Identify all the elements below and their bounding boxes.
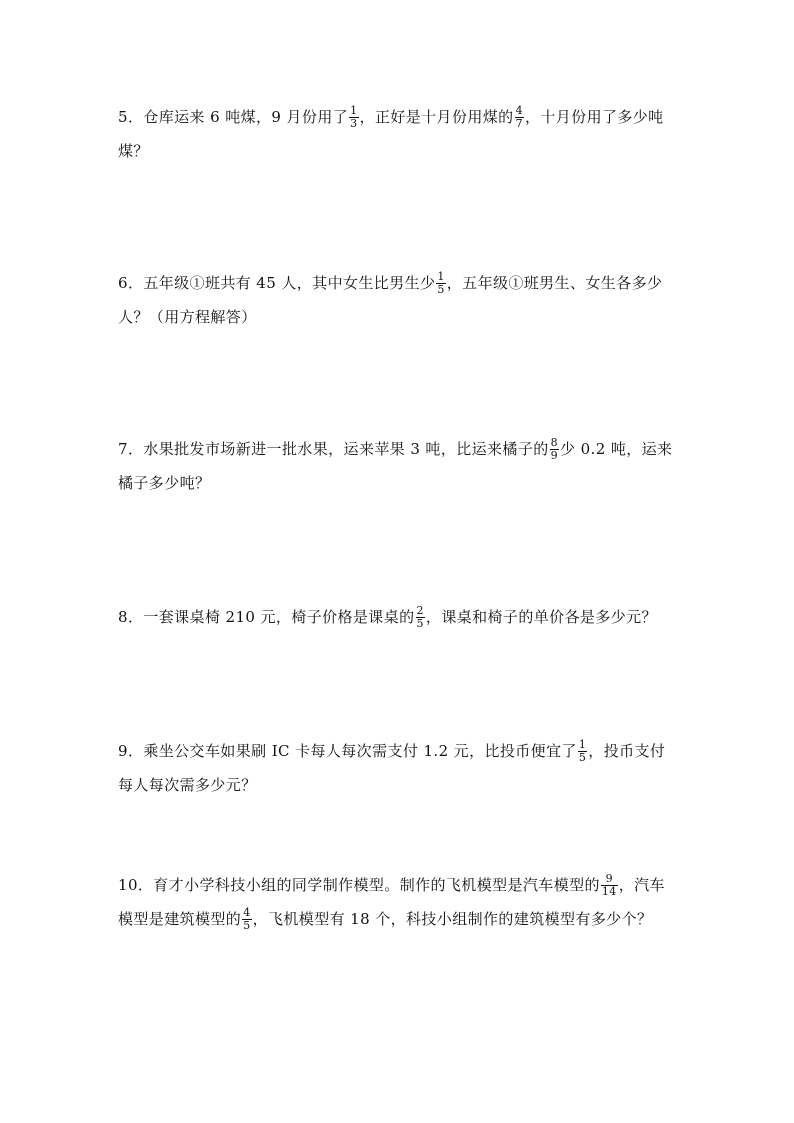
fraction <box>515 105 524 130</box>
problem-text: 9．乘坐公交车如果刷 IC 卡每人每次需支付 1.2 元，比投币便宜了 <box>118 742 577 760</box>
fraction <box>416 605 425 630</box>
fraction-numerator: 2 <box>416 603 424 617</box>
problem-7 <box>118 432 678 500</box>
fraction-denominator: 5 <box>243 918 251 932</box>
problem-9 <box>118 734 678 802</box>
problem-text: 7．水果批发市场新进一批水果，运来苹果 3 吨，比运来橘子的 <box>118 440 549 458</box>
fraction-denominator: 3 <box>350 116 358 130</box>
fraction-numerator: 1 <box>350 103 358 117</box>
problem-text: ，汽车模型是建筑模型的 <box>118 876 665 928</box>
fraction-denominator: 14 <box>601 884 617 898</box>
fraction-numerator: 9 <box>601 873 618 886</box>
fraction-denominator: 5 <box>437 282 445 296</box>
problem-text: ，正好是十月份用煤的 <box>359 108 514 126</box>
problem-text: ，投币支付每人每次需多少元？ <box>118 742 666 794</box>
problem-8 <box>118 600 678 634</box>
fraction <box>436 271 445 296</box>
problem-text: ，五年级①班男生、女生各多少人？（用方程解答） <box>118 274 663 326</box>
fraction <box>601 873 618 898</box>
problem-text: 6．五年级①班共有 45 人，其中女生比男生少 <box>118 274 436 292</box>
problem-10 <box>118 868 678 936</box>
problem-5 <box>118 100 678 168</box>
fraction-numerator: 8 <box>550 435 559 449</box>
problem-text: 少 0.2 吨，运来橘子多少吨？ <box>118 440 673 492</box>
problem-text: 5．仓库运来 6 吨煤，9 月份用了 <box>118 108 349 126</box>
fraction-numerator: 4 <box>243 905 251 919</box>
fraction <box>349 105 358 130</box>
problem-text: 8．一套课桌椅 210 元，椅子价格是课桌的 <box>118 608 415 626</box>
fraction <box>242 907 251 932</box>
problem-text: ，课桌和椅子的单价各是多少元？ <box>425 608 657 626</box>
problem-text: ，飞机模型有 18 个，科技小组制作的建筑模型有多少个？ <box>252 910 653 928</box>
problem-text: ，十月份用了多少吨煤？ <box>118 108 664 160</box>
fraction-numerator: 1 <box>578 737 587 751</box>
fraction <box>578 739 587 764</box>
fraction-numerator: 1 <box>437 269 445 283</box>
fraction-denominator: 5 <box>578 750 587 764</box>
problem-6 <box>118 266 678 334</box>
fraction-numerator: 4 <box>515 103 523 117</box>
problem-text: 10．育才小学科技小组的同学制作模型。制作的飞机模型是汽车模型的 <box>118 876 600 894</box>
fraction <box>550 437 559 462</box>
fraction-denominator: 5 <box>416 616 424 630</box>
fraction-denominator: 9 <box>550 448 559 462</box>
fraction-denominator: 7 <box>515 116 523 130</box>
